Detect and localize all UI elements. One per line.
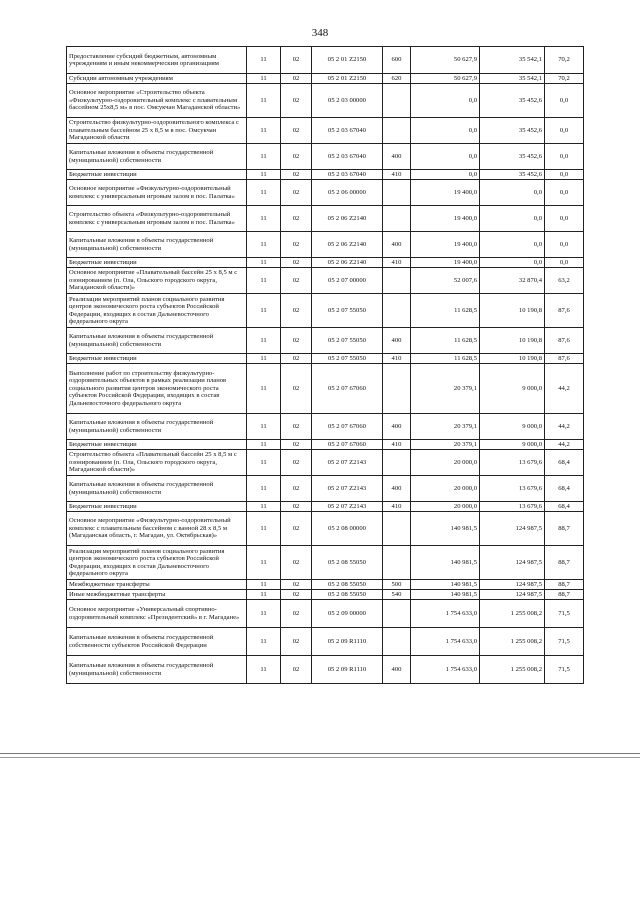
table-row [67,258,584,268]
table-row [67,440,584,450]
row-target-code: 05 2 01 Z2150 [312,47,383,74]
table-row [67,206,584,232]
row-name: Капитальные вложения в объекты государственной (муниципальной) собственности [67,144,247,170]
row-section: 11 [247,512,281,546]
table-row [67,180,584,206]
row-name: Межбюджетные трансферты [67,580,247,590]
row-executed: 13 679,6 [480,450,545,476]
row-name: Капитальные вложения в объекты государственной собственности субъектов Российской Федерации [67,628,247,656]
row-planned: 19 400,0 [411,206,480,232]
table-row [67,364,584,414]
row-executed: 9 000,0 [480,414,545,440]
row-planned: 20 379,1 [411,364,480,414]
row-planned: 50 627,9 [411,47,480,74]
row-executed: 0,0 [480,258,545,268]
row-executed: 10 190,8 [480,354,545,364]
row-executed: 35 542,1 [480,47,545,74]
row-target-code: 05 2 08 55050 [312,590,383,600]
row-percent: 0,0 [545,206,584,232]
row-executed: 35 542,1 [480,74,545,84]
row-planned: 140 981,5 [411,580,480,590]
row-percent: 44,2 [545,364,584,414]
row-subsection: 02 [281,450,312,476]
row-name: Основное мероприятие «Физкультурно-оздоровительный комплекс с плавательным бассейном с ванной 28 х 8,5 м (Магаданская область, г. Магадан, ул. Октябрьская)» [67,512,247,546]
row-percent: 88,7 [545,512,584,546]
row-percent: 63,2 [545,268,584,294]
table-row [67,328,584,354]
row-name: Капитальные вложения в объекты государственной (муниципальной) собственности [67,414,247,440]
row-expense-type: 540 [383,590,411,600]
row-name: Капитальные вложения в объекты государственной (муниципальной) собственности [67,232,247,258]
budget-table [66,46,584,684]
row-section: 11 [247,294,281,328]
row-executed: 10 190,8 [480,328,545,354]
row-percent: 0,0 [545,232,584,258]
row-expense-type: 410 [383,258,411,268]
row-planned: 1 754 633,0 [411,656,480,684]
row-executed: 35 452,6 [480,118,545,144]
row-expense-type [383,628,411,656]
row-target-code: 05 2 07 67060 [312,364,383,414]
row-name: Основное мероприятие «Универсальный спортивно-оздоровительный комплекс «Президентский» в г. Магадане» [67,600,247,628]
row-expense-type [383,180,411,206]
row-section: 11 [247,268,281,294]
table-row [67,84,584,118]
row-target-code: 05 2 06 Z2140 [312,232,383,258]
row-target-code: 05 2 08 00000 [312,512,383,546]
row-percent: 0,0 [545,170,584,180]
row-name: Бюджетные инвестиции [67,170,247,180]
row-executed: 1 255 008,2 [480,656,545,684]
table-row [67,354,584,364]
row-executed: 1 255 008,2 [480,628,545,656]
row-section: 11 [247,144,281,170]
row-section: 11 [247,47,281,74]
row-subsection: 02 [281,414,312,440]
row-planned: 50 627,9 [411,74,480,84]
row-planned: 11 628,5 [411,328,480,354]
row-target-code: 05 2 09 R1110 [312,628,383,656]
row-executed: 13 679,6 [480,476,545,502]
row-planned: 1 754 633,0 [411,600,480,628]
row-executed: 124 987,5 [480,580,545,590]
row-name: Предоставление субсидий бюджетным, автономным учреждениям и иным некоммерческим организациям [67,47,247,74]
table-row [67,414,584,440]
row-section: 11 [247,546,281,580]
row-subsection: 02 [281,580,312,590]
row-subsection: 02 [281,476,312,502]
row-expense-type: 500 [383,580,411,590]
row-planned: 20 000,0 [411,450,480,476]
row-name: Основное мероприятие «Плавательный бассейн 25 х 8,5 м с озонированием (п. Ола, Ольского городского округа, Магаданской области)» [67,268,247,294]
table-row [67,476,584,502]
row-subsection: 02 [281,328,312,354]
row-expense-type: 400 [383,144,411,170]
row-expense-type: 620 [383,74,411,84]
row-section: 11 [247,600,281,628]
row-target-code: 05 2 07 55050 [312,354,383,364]
bottom-rule [0,753,640,754]
row-section: 11 [247,84,281,118]
row-section: 11 [247,476,281,502]
row-name: Иные межбюджетные трансферты [67,590,247,600]
row-section: 11 [247,364,281,414]
row-section: 11 [247,354,281,364]
table-row [67,170,584,180]
row-executed: 0,0 [480,232,545,258]
row-planned: 140 981,5 [411,512,480,546]
table-row [67,628,584,656]
row-name: Бюджетные инвестиции [67,258,247,268]
row-planned: 0,0 [411,118,480,144]
row-subsection: 02 [281,180,312,206]
row-executed: 35 452,6 [480,84,545,118]
row-target-code: 05 2 03 67040 [312,144,383,170]
row-expense-type [383,268,411,294]
row-percent: 88,7 [545,546,584,580]
row-section: 11 [247,180,281,206]
row-target-code: 05 2 06 00000 [312,180,383,206]
row-percent: 44,2 [545,414,584,440]
row-name: Капитальные вложения в объекты государственной (муниципальной) собственности [67,476,247,502]
row-target-code: 05 2 08 55050 [312,546,383,580]
row-subsection: 02 [281,144,312,170]
row-percent: 87,6 [545,354,584,364]
row-executed: 10 190,8 [480,294,545,328]
row-target-code: 05 2 07 67060 [312,440,383,450]
row-name: Выполнение работ по строительству физкультурно-оздоровительных объектов в рамках реализации планов социального развития центров экономического роста субъектов Российской Федерации, входящих в состав Дальневосточного федерального округа [67,364,247,414]
row-executed: 124 987,5 [480,512,545,546]
row-executed: 35 452,6 [480,170,545,180]
row-subsection: 02 [281,47,312,74]
row-percent: 68,4 [545,502,584,512]
row-target-code: 05 2 03 67040 [312,118,383,144]
row-name: Бюджетные инвестиции [67,440,247,450]
row-expense-type: 400 [383,232,411,258]
row-expense-type [383,84,411,118]
row-executed: 32 870,4 [480,268,545,294]
row-planned: 19 400,0 [411,232,480,258]
row-subsection: 02 [281,656,312,684]
row-subsection: 02 [281,600,312,628]
table-row [67,118,584,144]
row-subsection: 02 [281,364,312,414]
row-planned: 140 981,5 [411,546,480,580]
row-percent: 87,6 [545,294,584,328]
row-name: Строительство объекта «Физкультурно-оздоровительный комплекс с универсальным игровым залом в пос. Палатка» [67,206,247,232]
row-section: 11 [247,206,281,232]
row-section: 11 [247,590,281,600]
table-row [67,47,584,74]
row-planned: 52 007,6 [411,268,480,294]
row-planned: 0,0 [411,84,480,118]
row-name: Бюджетные инвестиции [67,502,247,512]
row-executed: 124 987,5 [480,546,545,580]
row-name: Строительство физкультурно-оздоровительного комплекса с плавательным бассейном 25 х 8,5 м в пос. Омсукчан Магаданской области [67,118,247,144]
row-expense-type [383,600,411,628]
row-subsection: 02 [281,546,312,580]
table-row [67,656,584,684]
row-section: 11 [247,580,281,590]
row-executed: 1 255 008,2 [480,600,545,628]
row-expense-type [383,118,411,144]
row-target-code: 05 2 07 Z2143 [312,502,383,512]
row-section: 11 [247,414,281,440]
row-expense-type [383,546,411,580]
row-target-code: 05 2 07 67060 [312,414,383,440]
row-subsection: 02 [281,206,312,232]
row-expense-type: 410 [383,502,411,512]
row-target-code: 05 2 06 Z2140 [312,206,383,232]
row-percent: 71,5 [545,600,584,628]
table-row [67,502,584,512]
row-percent: 68,4 [545,476,584,502]
row-section: 11 [247,502,281,512]
row-subsection: 02 [281,74,312,84]
row-percent: 88,7 [545,580,584,590]
row-expense-type: 400 [383,414,411,440]
row-planned: 0,0 [411,170,480,180]
table-row [67,546,584,580]
row-name: Реализация мероприятий планов социального развития центров экономического роста субъектов Российской Федерации, входящих в состав Дальневосточного федерального округа [67,546,247,580]
row-percent: 88,7 [545,590,584,600]
row-target-code: 05 2 07 00000 [312,268,383,294]
row-subsection: 02 [281,440,312,450]
table-row [67,268,584,294]
row-expense-type [383,206,411,232]
row-section: 11 [247,258,281,268]
row-expense-type: 600 [383,47,411,74]
row-expense-type: 400 [383,476,411,502]
row-name: Строительство объекта «Плавательный бассейн 25 х 8,5 м с озонированием (п. Ола, Ольского городского округа, Магаданской области)» [67,450,247,476]
row-name: Реализация мероприятий планов социального развития центров экономического роста субъектов Российской Федерации, входящих в состав Дальневосточного федерального округа [67,294,247,328]
page-number: 348 [311,27,329,39]
row-expense-type: 400 [383,656,411,684]
row-executed: 0,0 [480,180,545,206]
bottom-rule-secondary [0,757,640,758]
row-name: Капитальные вложения в объекты государственной (муниципальной) собственности [67,656,247,684]
row-executed: 9 000,0 [480,440,545,450]
row-expense-type [383,364,411,414]
row-subsection: 02 [281,268,312,294]
row-section: 11 [247,232,281,258]
table-row [67,590,584,600]
table-row [67,512,584,546]
row-section: 11 [247,74,281,84]
row-planned: 0,0 [411,144,480,170]
row-subsection: 02 [281,628,312,656]
row-section: 11 [247,118,281,144]
row-percent: 0,0 [545,258,584,268]
row-planned: 20 000,0 [411,502,480,512]
table-row [67,232,584,258]
row-percent: 0,0 [545,144,584,170]
row-subsection: 02 [281,232,312,258]
row-section: 11 [247,440,281,450]
row-percent: 87,6 [545,328,584,354]
row-subsection: 02 [281,354,312,364]
row-name: Основное мероприятие «Строительство объекта «Физкультурно-оздоровительный комплекс с плавательным бассейном 25х8,5 м» в пос. Омсукчан Магаданской области» [67,84,247,118]
row-percent: 70,2 [545,47,584,74]
row-section: 11 [247,170,281,180]
row-section: 11 [247,328,281,354]
row-subsection: 02 [281,258,312,268]
row-expense-type: 410 [383,354,411,364]
row-executed: 124 987,5 [480,590,545,600]
table-row [67,144,584,170]
row-expense-type [383,450,411,476]
row-target-code: 05 2 07 55050 [312,328,383,354]
row-name: Бюджетные инвестиции [67,354,247,364]
row-section: 11 [247,628,281,656]
row-target-code: 05 2 03 00000 [312,84,383,118]
row-percent: 0,0 [545,84,584,118]
row-expense-type [383,294,411,328]
row-subsection: 02 [281,170,312,180]
row-target-code: 05 2 08 55050 [312,580,383,590]
row-percent: 68,4 [545,450,584,476]
row-percent: 44,2 [545,440,584,450]
row-expense-type: 410 [383,440,411,450]
row-expense-type: 410 [383,170,411,180]
row-target-code: 05 2 06 Z2140 [312,258,383,268]
row-target-code: 05 2 07 Z2143 [312,476,383,502]
row-executed: 13 679,6 [480,502,545,512]
row-percent: 71,5 [545,628,584,656]
row-subsection: 02 [281,118,312,144]
row-target-code: 05 2 03 67040 [312,170,383,180]
row-target-code: 05 2 09 R1110 [312,656,383,684]
row-percent: 70,2 [545,74,584,84]
row-planned: 20 000,0 [411,476,480,502]
row-planned: 11 628,5 [411,294,480,328]
row-planned: 11 628,5 [411,354,480,364]
row-target-code: 05 2 07 55050 [312,294,383,328]
row-subsection: 02 [281,294,312,328]
row-target-code: 05 2 09 00000 [312,600,383,628]
row-planned: 20 379,1 [411,414,480,440]
table-row [67,294,584,328]
row-name: Субсидии автономным учреждениям [67,74,247,84]
row-section: 11 [247,450,281,476]
row-subsection: 02 [281,502,312,512]
row-executed: 9 000,0 [480,364,545,414]
row-expense-type: 400 [383,328,411,354]
row-target-code: 05 2 01 Z2150 [312,74,383,84]
budget-table-body [67,47,584,684]
row-executed: 0,0 [480,206,545,232]
row-planned: 19 400,0 [411,180,480,206]
row-planned: 1 754 633,0 [411,628,480,656]
table-row [67,600,584,628]
table-row [67,74,584,84]
row-planned: 140 981,5 [411,590,480,600]
row-percent: 0,0 [545,118,584,144]
row-planned: 20 379,1 [411,440,480,450]
row-subsection: 02 [281,512,312,546]
row-subsection: 02 [281,590,312,600]
row-percent: 0,0 [545,180,584,206]
row-target-code: 05 2 07 Z2143 [312,450,383,476]
row-executed: 35 452,6 [480,144,545,170]
row-subsection: 02 [281,84,312,118]
row-section: 11 [247,656,281,684]
row-name: Капитальные вложения в объекты государственной (муниципальной) собственности [67,328,247,354]
table-row [67,450,584,476]
row-planned: 19 400,0 [411,258,480,268]
row-percent: 71,5 [545,656,584,684]
table-row [67,580,584,590]
row-name: Основное мероприятие «Физкультурно-оздоровительный комплекс с универсальным игровым залом в пос. Палатка» [67,180,247,206]
row-expense-type [383,512,411,546]
